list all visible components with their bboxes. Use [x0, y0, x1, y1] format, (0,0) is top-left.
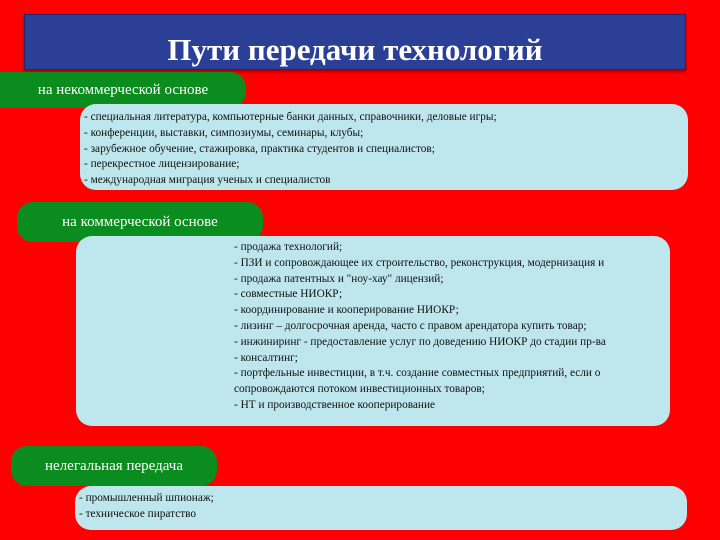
list-item: - инжиниринг - предоставление услуг по доведению НИОКР до стадии пр-ва: [234, 335, 606, 348]
list-item: - техническое пиратство: [79, 507, 197, 520]
title-bar: [24, 14, 686, 70]
list-item: - консалтинг;: [234, 351, 298, 364]
label-illegal: нелегальная передача: [11, 446, 217, 486]
slide-title: Пути передачи технологий: [167, 32, 543, 67]
list-item: - конференции, выставки, симпозиумы, семинары, клубы;: [84, 126, 364, 139]
list-item: - НТ и производственное кооперирование: [234, 398, 436, 411]
list-item: - специальная литература, компьютерные банки данных, справочники, деловые игры;: [84, 111, 497, 123]
list-item: - лизинг – долгосрочная аренда, часто с правом арендатора купить товар;: [234, 319, 587, 332]
list-item: - перекрестное лицензирование;: [84, 158, 240, 171]
list-item: - зарубежное обучение, стажировка, практика студентов и специалистов;: [84, 142, 435, 155]
list-item: - промышленный шпионаж;: [79, 492, 214, 504]
list-item: - совместные НИОКР;: [234, 288, 343, 301]
list-item: - координирование и кооперирование НИОКР;: [234, 304, 459, 317]
box-commercial: [76, 236, 670, 426]
label-noncommercial: на некоммерческой основе: [0, 72, 246, 108]
box-illegal: [75, 486, 687, 530]
list-item: - ПЗИ и сопровождающее их строительство, реконструкция, модернизация и: [234, 256, 605, 269]
list-item: сопровождаются потоком инвестиционных товаров;: [234, 383, 485, 396]
list-item: - портфельные инвестиции, в т.ч. создание совместных предприятий, если о: [234, 367, 601, 380]
list-item: - международная миграция ученых и специалистов: [84, 174, 331, 187]
label-commercial: на коммерческой основе: [17, 202, 263, 242]
list-item: - продажа технологий;: [234, 241, 343, 253]
list-item: - продажа патентных и "ноу-хау" лицензий;: [234, 272, 444, 285]
box-noncommercial: [80, 104, 688, 190]
